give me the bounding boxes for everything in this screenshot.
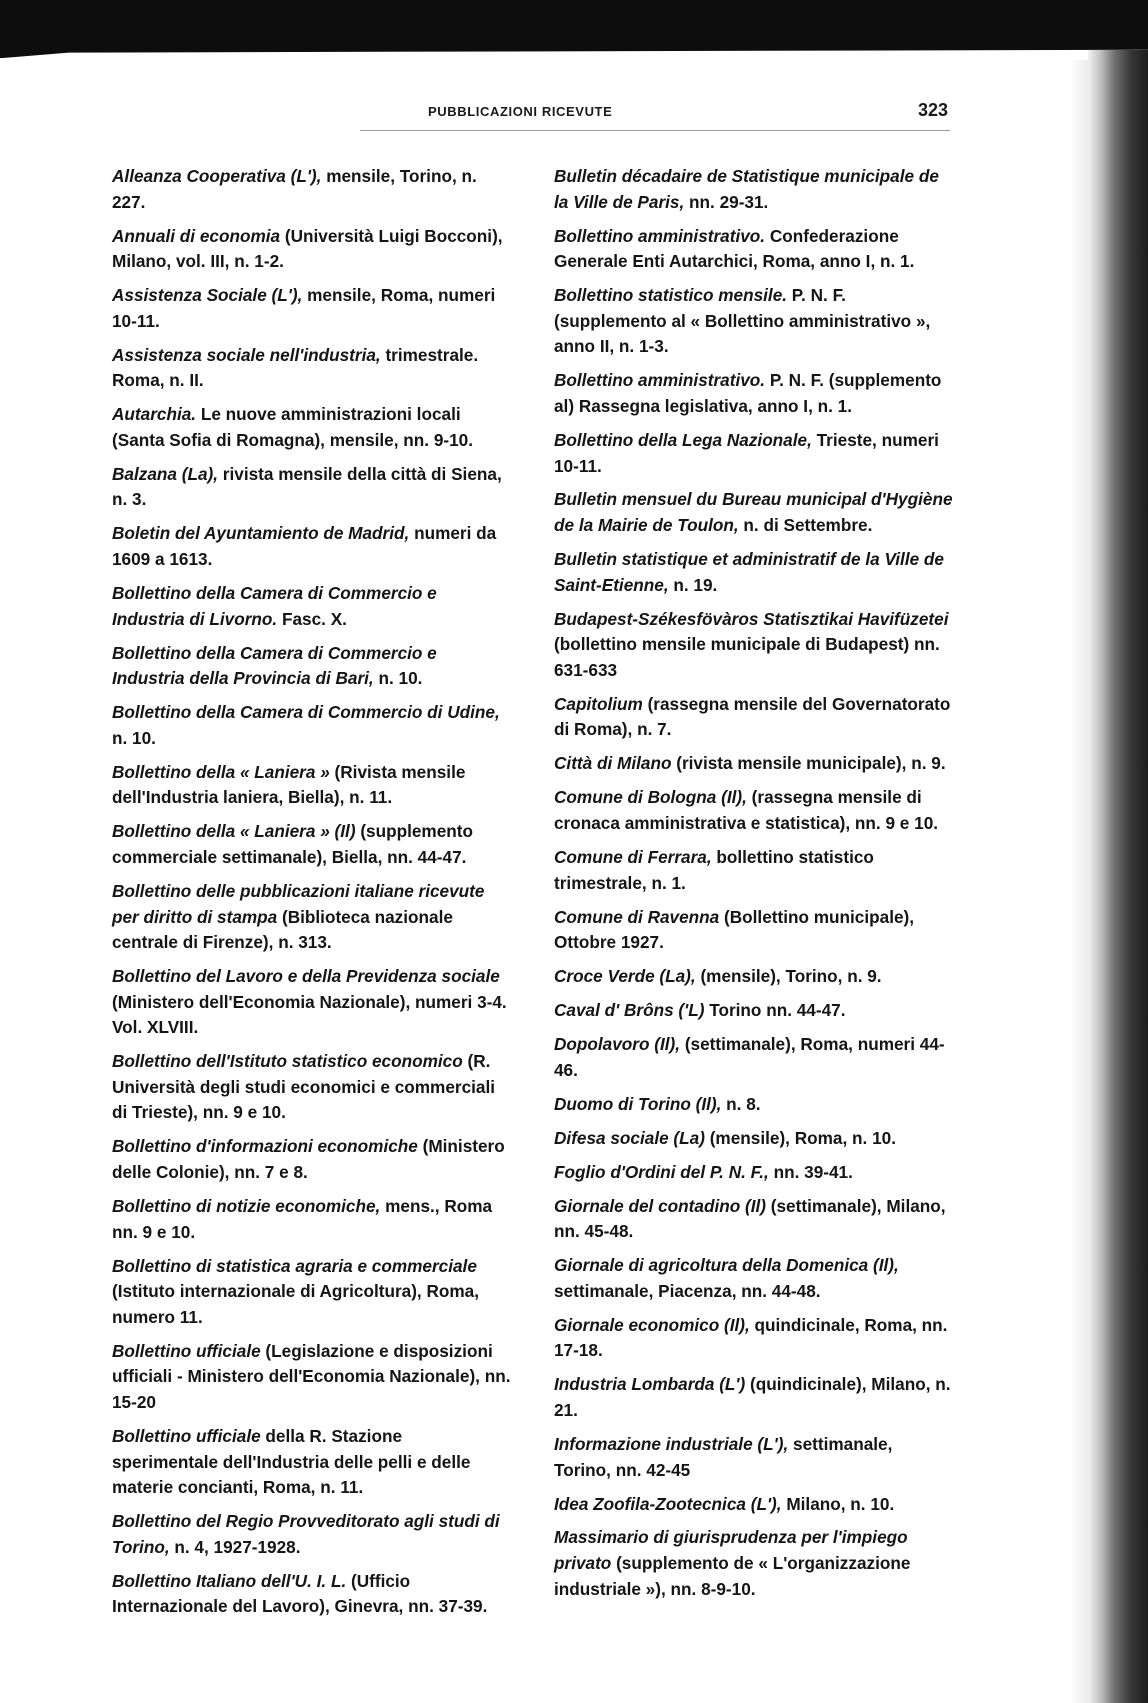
publication-title: Bollettino d'informazioni economiche — [112, 1136, 418, 1157]
publication-details: (supplemento commerciale settimanale), Biella, nn. 44-47. — [112, 821, 473, 867]
publication-details: della R. Stazione sperimentale dell'Industria delle pelli e delle materie concianti, Roma, n. 11. — [112, 1425, 471, 1498]
bibliography-entry — [112, 462, 512, 513]
bibliography-entry — [112, 521, 512, 572]
publication-details: Milano, n. 10. — [781, 1493, 895, 1514]
publication-details: (supplemento de « L'organizzazione industriale »), nn. 8-9-10. — [554, 1553, 911, 1599]
publication-title: Idea Zoofila-Zootecnica (L'), — [554, 1493, 782, 1514]
bibliography-entry — [554, 1126, 954, 1152]
bibliography-entry — [554, 1492, 954, 1518]
bibliography-entry — [554, 547, 954, 598]
publication-details: (mensile), Torino, n. 9. — [695, 966, 882, 987]
publication-title: Difesa sociale (La) — [554, 1127, 705, 1148]
publication-title: Comune di Ferrara, — [554, 846, 712, 867]
publication-title: Giornale economico (Il), — [554, 1314, 750, 1335]
publication-details: settimanale, Piacenza, nn. 44-48. — [554, 1280, 821, 1301]
publication-title: Bollettino del Regio Provveditorato agli studi di Torino, — [112, 1511, 500, 1557]
publication-title: Bulletin mensuel du Bureau municipal d'Hygiène de la Mairie de Toulon, — [554, 489, 953, 536]
bibliography-entry — [112, 581, 512, 632]
left-column — [112, 164, 512, 1628]
bibliography-entry — [554, 607, 954, 684]
publication-title: Comune di Bologna (Il), — [554, 787, 747, 808]
bibliography-entry — [554, 1313, 954, 1364]
bibliography-entry — [554, 905, 954, 956]
bibliography-entry — [554, 164, 954, 215]
bibliography-entry — [554, 487, 954, 538]
bibliography-entry — [112, 1424, 512, 1501]
publication-title: Bulletin décadaire de Statistique municipale de la Ville de Paris, — [554, 166, 939, 212]
bibliography-entry — [112, 1049, 512, 1126]
publication-title: Città di Milano — [554, 753, 672, 774]
publication-title: Bollettino amministrativo. — [554, 370, 766, 391]
bibliography-entry — [554, 1032, 954, 1083]
publication-details: (Bollettino municipale), Ottobre 1927. — [554, 906, 915, 953]
publication-title: Duomo di Torino (Il), — [554, 1093, 722, 1114]
publication-details: (quindicinale), Milano, n. 21. — [554, 1374, 951, 1420]
bibliography-entry — [112, 964, 512, 1041]
publication-title: Boletin del Ayuntamiento de Madrid, — [112, 523, 410, 544]
right-column — [554, 164, 954, 1611]
publication-title: Bollettino della « Laniera » (Il) — [112, 821, 356, 842]
publication-details: rivista mensile della città di Siena, n. 3. — [112, 463, 502, 510]
publication-details: Torino nn. 44-47. — [704, 1000, 846, 1021]
bibliography-entry — [112, 879, 512, 956]
publication-details: Le nuove amministrazioni locali (Santa Sofia di Romagna), mensile, nn. 9-10. — [112, 404, 474, 450]
publication-title: Bollettino statistico mensile. — [554, 285, 788, 306]
bibliography-entry — [112, 283, 512, 334]
bibliography-entry — [112, 1134, 512, 1185]
publication-details: mensile, Torino, n. 227. — [112, 166, 477, 212]
publication-details: (R. Università degli studi economici e commerciali di Trieste), nn. 9 e 10. — [112, 1051, 496, 1123]
bibliography-entry — [112, 1509, 512, 1560]
bibliography-entry — [554, 1160, 954, 1186]
publication-details: n. 10. — [112, 727, 156, 748]
bibliography-entry — [554, 1253, 954, 1304]
publication-details: nn. 29-31. — [684, 191, 769, 212]
bibliography-entry — [112, 700, 512, 751]
publication-title: Assistenza sociale nell'industria, — [112, 344, 381, 365]
publication-title: Bollettino della Camera di Commercio e Industria della Provincia di Bari, — [112, 642, 437, 689]
publication-details: (settimanale), Roma, numeri 44-46. — [554, 1034, 945, 1080]
publication-title: Industria Lombarda (L') — [554, 1374, 746, 1395]
publication-details: (Ministero dell'Economia Nazionale), numeri 3-4. Vol. XLVIII. — [112, 991, 507, 1038]
bibliography-entry — [112, 1254, 512, 1331]
publication-details: Fasc. X. — [277, 608, 347, 629]
publication-title: Annuali di economia — [112, 225, 281, 246]
publication-details: (rassegna mensile di cronaca amministrativa e statistica), nn. 9 e 10. — [554, 787, 939, 833]
publication-details: n. 4, 1927-1928. — [169, 1536, 301, 1557]
publication-title: Massimario di giurisprudenza per l'impiego privato — [554, 1527, 908, 1574]
publication-title: Bollettino della « Laniera » — [112, 761, 330, 782]
publication-details: (Legislazione e disposizioni ufficiali - Ministero dell'Economia Nazionale), nn. 15-20 — [112, 1340, 511, 1412]
publication-title: Alleanza Cooperativa (L'), — [112, 166, 322, 186]
publication-details: (Ministero delle Colonie), nn. 7 e 8. — [112, 1136, 505, 1183]
publication-details: (Biblioteca nazionale centrale di Firenze), n. 313. — [112, 906, 453, 953]
bibliography-entry — [554, 368, 954, 419]
publication-details: (Università Luigi Bocconi), Milano, vol. III, n. 1-2. — [112, 225, 503, 272]
publication-title: Autarchia. — [112, 404, 197, 425]
publication-details: P. N. F. (supplemento al) Rassegna legislativa, anno I, n. 1. — [554, 370, 942, 416]
bibliography-entry — [112, 1569, 512, 1620]
publication-details: nn. 39-41. — [768, 1161, 853, 1182]
publication-details: (mensile), Roma, n. 10. — [704, 1127, 896, 1148]
publication-title: Informazione industriale (L'), — [554, 1433, 789, 1454]
publication-details: (Ufficio Internazionale del Lavoro), Ginevra, nn. 37-39. — [112, 1570, 488, 1617]
publication-title: Bollettino di statistica agraria e commerciale — [112, 1255, 477, 1276]
publication-details: trimestrale. Roma, n. II. — [112, 344, 479, 391]
publication-title: Caval d' Brôns ('L) — [554, 1000, 705, 1021]
publication-title: Balzana (La), — [112, 463, 219, 484]
bibliography-entry — [554, 283, 954, 360]
bibliography-entry — [112, 819, 512, 870]
running-title: PUBBLICAZIONI RICEVUTE — [428, 104, 613, 119]
publication-details: mensile, Roma, numeri 10-11. — [112, 285, 496, 331]
bibliography-entry — [554, 998, 954, 1024]
publication-title: Bollettino ufficiale — [112, 1340, 261, 1361]
bibliography-entry — [112, 224, 512, 275]
bibliography-entry — [112, 1339, 512, 1416]
publication-details: (Istituto internazionale di Agricoltura), Roma, numero 11. — [112, 1281, 480, 1327]
publication-details: Trieste, numeri 10-11. — [554, 429, 939, 476]
binding-shadow — [1070, 60, 1088, 1703]
bibliography-entry — [554, 692, 954, 743]
publication-details: settimanale, Torino, nn. 42-45 — [554, 1433, 893, 1480]
publication-title: Croce Verde (La), — [554, 966, 696, 987]
publication-details: quindicinale, Roma, nn. 17-18. — [554, 1314, 948, 1361]
publication-details: numeri da 1609 a 1613. — [112, 523, 497, 570]
bibliography-entry — [112, 641, 512, 692]
publication-title: Bollettino amministrativo. — [554, 225, 766, 246]
scan-shadow-right — [1088, 50, 1148, 1703]
publication-title: Bollettino ufficiale — [112, 1425, 261, 1446]
header-rule — [360, 130, 950, 131]
publication-title: Capitolium — [554, 693, 643, 714]
publication-title: Bollettino Italiano dell'U. I. L. — [112, 1570, 347, 1591]
bibliography-entry — [112, 402, 512, 453]
publication-title: Assistenza Sociale (L'), — [112, 285, 303, 306]
publication-details: n. di Settembre. — [738, 515, 873, 536]
publication-details: P. N. F. (supplemento al « Bollettino amministrativo », anno II, n. 1-3. — [554, 285, 931, 357]
publication-title: Bulletin statistique et administratif de la Ville de Saint-Etienne, — [554, 549, 944, 595]
bibliography-entry — [554, 1525, 954, 1602]
scan-shadow-top — [0, 0, 1148, 58]
bibliography-entry — [554, 1372, 954, 1423]
publication-title: Bollettino di notizie economiche, — [112, 1196, 381, 1217]
publication-details: n. 10. — [373, 668, 423, 689]
publication-details: (Rivista mensile dell'Industria laniera, Biella), n. 11. — [112, 761, 466, 808]
page-number: 323 — [918, 100, 949, 120]
publication-details: (bollettino mensile municipale di Budapest) nn. 631-633 — [554, 634, 940, 680]
publication-title: Bollettino delle pubblicazioni italiane ricevute per diritto di stampa — [112, 880, 485, 927]
publication-details: mens., Roma nn. 9 e 10. — [112, 1196, 493, 1242]
bibliography-entry — [112, 343, 512, 394]
publication-details: n. 8. — [721, 1093, 761, 1114]
bibliography-entry — [554, 751, 954, 777]
publication-details: (rivista mensile municipale), n. 9. — [671, 753, 946, 774]
publication-title: Dopolavoro (Il), — [554, 1034, 681, 1055]
publication-details: (settimanale), Milano, nn. 45-48. — [554, 1195, 946, 1242]
bibliography-entry — [112, 164, 512, 215]
publication-details: bollettino statistico trimestrale, n. 1. — [554, 846, 874, 893]
publication-title: Bollettino del Lavoro e della Previdenza sociale — [112, 966, 500, 987]
publication-details: (rassegna mensile del Governatorato di Roma), n. 7. — [554, 693, 951, 740]
publication-title: Bollettino della Lega Nazionale, — [554, 429, 812, 450]
bibliography-entry — [554, 1092, 954, 1118]
publication-title: Foglio d'Ordini del P. N. F., — [554, 1161, 769, 1182]
publication-title: Giornale del contadino (Il) — [554, 1195, 766, 1216]
bibliography-entry — [554, 785, 954, 836]
bibliography-entry — [554, 224, 954, 275]
publication-title: Budapest-Székesfövàros Statisztikai Havifüzetei — [554, 608, 949, 629]
publication-title: Bollettino della Camera di Commercio di Udine, — [112, 702, 500, 723]
publication-details: n. 19. — [668, 574, 718, 595]
publication-title: Bollettino della Camera di Commercio e Industria di Livorno. — [112, 583, 437, 629]
publication-title: Giornale di agricoltura della Domenica (Il), — [554, 1255, 899, 1276]
bibliography-entry — [112, 760, 512, 811]
bibliography-entry — [554, 428, 954, 479]
publication-title: Comune di Ravenna — [554, 906, 720, 927]
publication-title: Bollettino dell'Istituto statistico economico — [112, 1051, 463, 1072]
bibliography-entry — [554, 1194, 954, 1245]
bibliography-entry — [554, 1432, 954, 1483]
bibliography-entry — [554, 964, 954, 990]
bibliography-entry — [554, 845, 954, 896]
bibliography-entry — [112, 1194, 512, 1245]
publication-details: Confederazione Generale Enti Autarchici, Roma, anno I, n. 1. — [554, 225, 915, 272]
